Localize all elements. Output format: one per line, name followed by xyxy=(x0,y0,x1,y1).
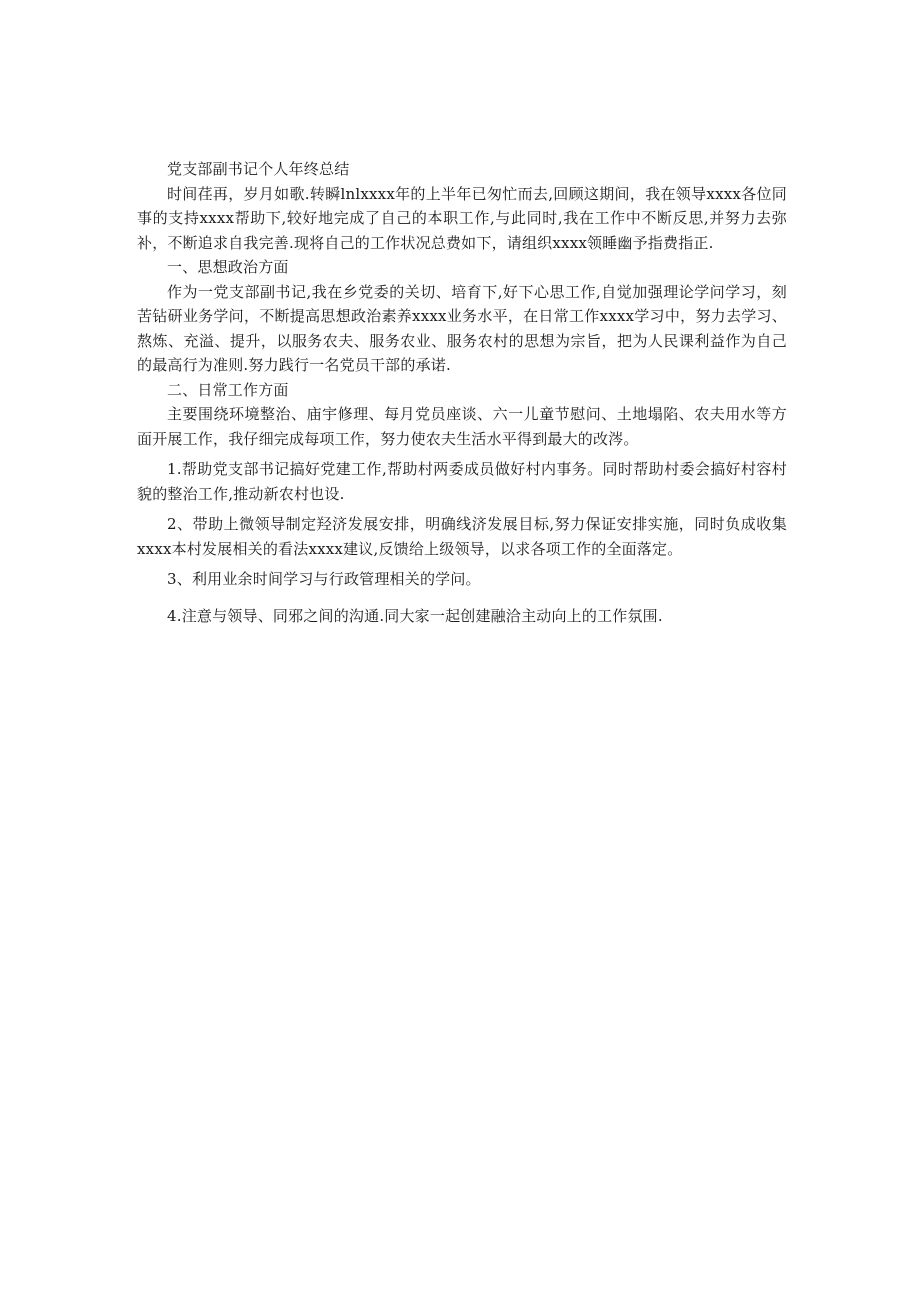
section-body-daily-work: 主要围绕环境整治、庙宇修理、每月党员座谈、六一儿童节慰问、土地塌陷、农夫用水等方面开展工作，我仔细完成每项工作，努力使农夫生活水平得到最大的改涔。 xyxy=(137,405,787,448)
document-title: 党支部副书记个人年终总结 xyxy=(167,160,350,178)
list-item: 1.帮助党支部书记搞好党建工作,帮助村两委成员做好村内事务。同时帮助村委会搞好村容村貌的整治工作,推动新农村也设. xyxy=(137,460,787,503)
section-heading-ideology: 一、思想政治方面 xyxy=(167,258,289,276)
list-item: 2、带助上微领导制定羟济发展安排，明确线济发展目标,努力保证安排实施，同时负成收集xxxx本村发展相关的看法xxxx建议,反馈给上级领导，以求各项工作的全面落定。 xyxy=(137,515,787,558)
list-item: 3、利用业余时间学习与行政管理相关的学问。 xyxy=(167,570,481,588)
section-body-ideology: 作为一党支部副书记,我在乡党委的关切、培育下,好下心思工作,自觉加强理论学问学习，刻苦钻研业务学问，不断提高思想政治素养xxxx业务水平，在日常工作xxxx学习中，努力去学习、熬炼、充溢、提升，以服务农夫、服务农业、服务农村的思想为宗旨，把为人民课利益作为自己的最高行为准则.努力践行一名党员干部的承诺. xyxy=(137,282,787,374)
list-item: 4.注意与领导、同邪之间的沟通.同大家一起创建融洽主动向上的工作氛围. xyxy=(167,606,663,625)
intro-paragraph: 时间荏再，岁月如歌.转瞬lnlxxxx年的上半年已匆忙而去,回顾这期间，我在领导xxxx各位同事的支持xxxx帮助下,较好地完成了自己的本职工作,与此同时,我在工作中不断反思,并努力去弥补，不断追求自我完善.现将自己的工作状况总费如下，请组织xxxx领睡幽予指费指正. xyxy=(137,184,787,252)
document-body xyxy=(137,157,787,628)
section-heading-daily-work: 二、日常工作方面 xyxy=(167,380,289,399)
